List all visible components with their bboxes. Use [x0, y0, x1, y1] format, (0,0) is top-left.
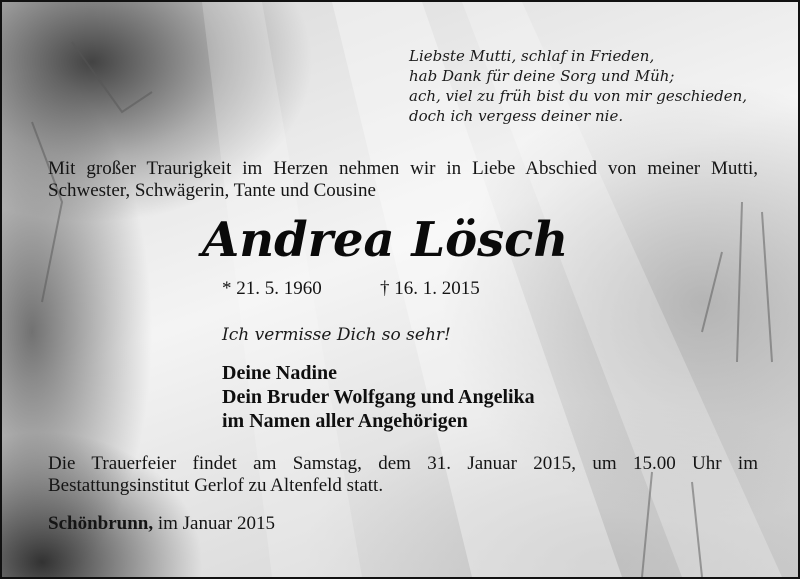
- place-date: [48, 513, 275, 535]
- birth-date: * 21. 5. 1960: [222, 278, 322, 299]
- signer-line: im Namen aller Angehörigen: [222, 410, 468, 432]
- intro-text: Mit großer Traurigkeit im Herzen nehmen wir in Liebe Abschied von meiner Mutti, Schwester, Schwägerin, Tante und Cousine: [48, 158, 758, 201]
- poem-line: ach, viel zu früh bist du von mir geschieden,: [409, 87, 748, 105]
- miss-line: Ich vermisse Dich so sehr!: [222, 325, 451, 345]
- poem-line: Liebste Mutti, schlaf in Frieden,: [409, 47, 655, 65]
- death-date: † 16. 1. 2015: [380, 278, 480, 299]
- poem-line: doch ich vergess deiner nie.: [409, 107, 624, 125]
- signers: [222, 361, 642, 433]
- place-date-text: im Januar 2015: [157, 513, 275, 534]
- funeral-info: Die Trauerfeier findet am Samstag, dem 31. Januar 2015, um 15.00 Uhr im Bestattungsinstitut Gerlof zu Altenfeld statt.: [48, 453, 758, 496]
- signer-line: Deine Nadine: [222, 362, 337, 384]
- poem-line: hab Dank für deine Sorg und Müh;: [409, 67, 675, 85]
- deceased-name: Andrea Lösch: [202, 212, 569, 268]
- place-town: Schönbrunn,: [48, 513, 154, 534]
- signer-line: Dein Bruder Wolfgang und Angelika: [222, 386, 535, 408]
- poem: [409, 46, 789, 126]
